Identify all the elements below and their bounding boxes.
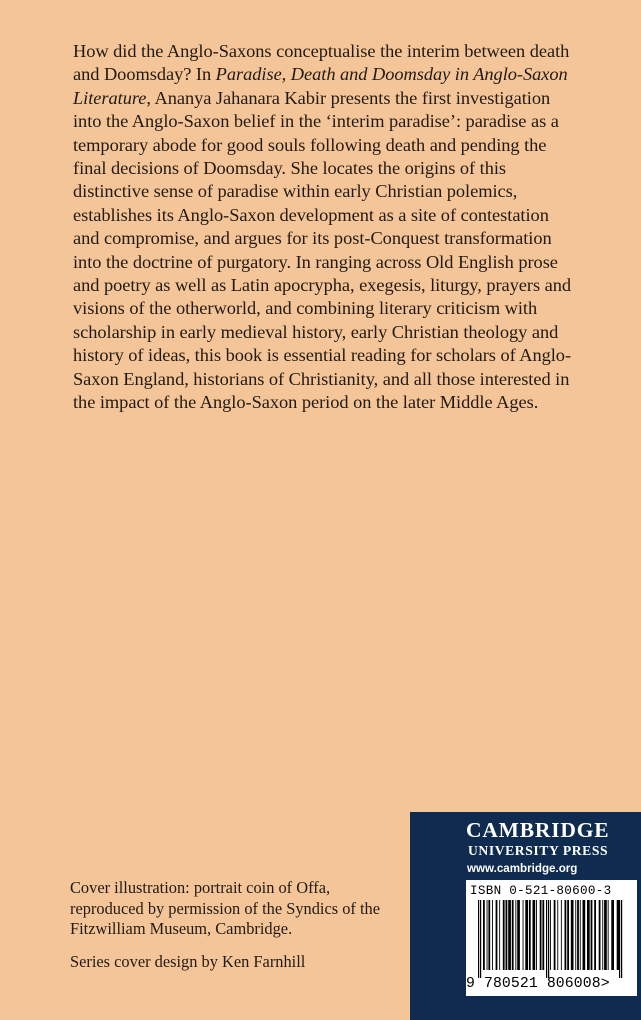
- cover-credits: [70, 878, 390, 972]
- publisher-name: CAMBRIDGE: [466, 818, 610, 842]
- blurb-text-part2: , Ananya Jahanara Kabir presents the first investigation into the Anglo-Saxon belief in the ‘interim paradise’: paradise as a temporary abode for good souls following death and pending the final decisions of Doomsday. She locates the origins of this distinctive sense of paradise within early Christian polemics, establishes its Anglo-Saxon development as a site of contestation and compromise, and argues for its post-Conquest transformation into the doctrine of purgatory. In ranging across Old English prose and poetry as well as Latin apocrypha, exegesis, liturgy, prayers and visions of the otherworld, and combining literary criticism with scholarship in early medieval history, early Christian theology and history of ideas, this book is essential reading for scholars of Anglo-Saxon England, historians of Christianity, and all those interested in the impact of the Anglo-Saxon period on the later Middle Ages.: [73, 87, 572, 413]
- publisher-url: www.cambridge.org: [467, 862, 578, 875]
- book-title: Paradise, Death and Doomsday in Anglo-Saxon Literature: [73, 64, 568, 108]
- series-design-credit: Series cover design by Ken Farnhill: [70, 951, 306, 971]
- blurb-text-part1: How did the Anglo-Saxons conceptualise the interim between death and Doomsday? In: [73, 41, 570, 85]
- back-cover-blurb: [73, 40, 573, 415]
- isbn-label: ISBN 0-521-80600-3: [470, 884, 612, 898]
- barcode-image: [468, 900, 635, 978]
- barcode-number: 9 780521 806008: [466, 976, 601, 992]
- publisher-subname: UNIVERSITY PRESS: [468, 843, 609, 858]
- publisher-panel: [410, 812, 641, 1020]
- isbn-barcode-box: [466, 880, 637, 996]
- cover-illustration-credit: Cover illustration: portrait coin of Offa, reproduced by permission of the Syndics of the Fitzwilliam Museum, Cambridge.: [70, 878, 380, 938]
- barcode-end-mark: >: [600, 976, 610, 992]
- barcode-digits: [466, 976, 637, 992]
